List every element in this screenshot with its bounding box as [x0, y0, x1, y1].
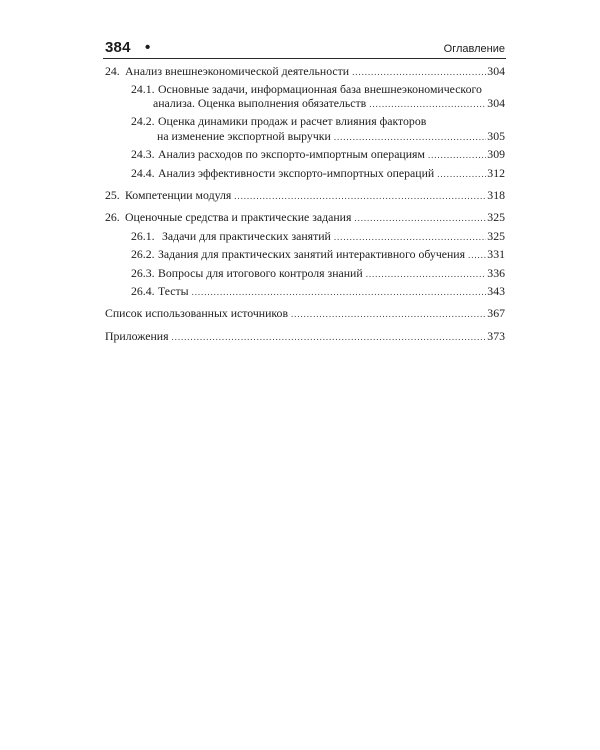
toc-entry-number: 26.4. — [131, 284, 155, 298]
dot-leader — [291, 307, 486, 322]
toc-entry-page: 318 — [487, 188, 505, 202]
toc-entry-24-2 — [105, 114, 505, 144]
dot-leader — [369, 97, 486, 112]
toc-entry-page: 304 — [487, 64, 505, 78]
dot-leader — [437, 167, 486, 182]
toc-entry-last-line — [105, 129, 505, 145]
toc-entry-page: 312 — [487, 166, 505, 180]
toc-entry-24-3 — [105, 147, 505, 163]
dot-leader — [234, 189, 486, 204]
dot-leader — [334, 230, 486, 245]
toc-entry-title: Тесты — [158, 284, 189, 298]
toc-entry-page: 373 — [487, 328, 505, 343]
toc-entry-first-line — [105, 82, 505, 97]
toc-entry-number: 24. — [105, 64, 120, 78]
toc-entry-title-line: Оценка динамики продаж и расчет влияния факторов — [158, 114, 427, 128]
toc-entry-24-4 — [105, 166, 505, 182]
running-head — [105, 39, 505, 57]
toc-entry-appendices — [105, 329, 505, 345]
toc-entry-title: Анализ внешнеэкономической деятельности — [125, 64, 350, 78]
toc-entry-references — [105, 306, 505, 322]
toc-entry-title: Задания для практических занятий интерактивного обучения — [158, 247, 466, 261]
toc-entry-page: 309 — [487, 147, 505, 161]
toc-entry-page: 304 — [487, 96, 505, 110]
toc-entry-26-1 — [105, 229, 505, 245]
toc-entry-page: 325 — [487, 210, 505, 224]
toc-entry-25 — [105, 188, 505, 204]
toc-entry-26 — [105, 210, 505, 226]
toc-entry-first-line — [105, 114, 505, 129]
toc-entry-page: 325 — [487, 228, 505, 243]
toc-entry-number: 24.4. — [131, 166, 155, 180]
running-title: Оглавление — [443, 43, 505, 55]
toc-entry-title: Задачи для практических занятий — [162, 228, 331, 243]
toc-entry-26-4 — [105, 284, 505, 300]
dot-leader — [366, 267, 487, 282]
dot-leader — [172, 330, 487, 345]
toc-entry-page: 343 — [487, 284, 505, 298]
dot-leader — [192, 285, 487, 300]
toc-entry-number: 24.2. — [131, 114, 155, 128]
toc-entry-number: 26.1. — [131, 228, 155, 243]
toc-entry-number: 26.3. — [131, 265, 155, 280]
toc-entry-title: Приложения — [105, 328, 169, 343]
toc-entry-title: Компетенции модуля — [125, 188, 232, 202]
toc-entry-page: 367 — [487, 306, 505, 320]
toc-entry-title: Оценочные средства и практические задания — [125, 210, 352, 224]
toc-entry-last-line — [105, 96, 505, 112]
toc-entry-title: Анализ расходов по экспорто-импортным операциям — [158, 147, 425, 161]
toc-entry-number: 25. — [105, 188, 120, 202]
bullet-glyph: • — [145, 39, 151, 56]
toc-entry-number: 24.3. — [131, 147, 155, 161]
toc-entry-title: Вопросы для итогового контроля знаний — [158, 265, 363, 280]
page-number: 384 — [105, 39, 131, 56]
header-rule — [103, 58, 506, 59]
toc-entry-page: 331 — [487, 247, 505, 261]
toc-entry-26-2 — [105, 247, 505, 263]
toc-entry-title: Анализ эффективности экспорто-импортных операций — [158, 166, 435, 180]
toc-entry-page: 336 — [487, 265, 505, 280]
toc-entry-title-line: анализа. Оценка выполнения обязательств — [153, 96, 367, 110]
toc-entry-24 — [105, 64, 505, 80]
dot-leader — [334, 130, 486, 145]
dot-leader — [354, 211, 486, 226]
toc-entry-title-line: Основные задачи, информационная база внешнеэкономического — [158, 81, 482, 96]
toc-entry-title: Список использованных источников — [105, 306, 289, 320]
toc-entry-title-line: на изменение экспортной выручки — [157, 128, 331, 143]
toc-entry-number: 24.1. — [131, 81, 155, 96]
dot-leader — [468, 248, 486, 263]
toc-entry-page: 305 — [487, 128, 505, 143]
table-of-contents — [105, 64, 505, 344]
toc-entry-number: 26. — [105, 210, 120, 224]
dot-leader — [352, 65, 486, 80]
toc-entry-26-3 — [105, 266, 505, 282]
toc-entry-24-1 — [105, 82, 505, 112]
dot-leader — [428, 148, 486, 163]
toc-entry-number: 26.2. — [131, 247, 155, 261]
